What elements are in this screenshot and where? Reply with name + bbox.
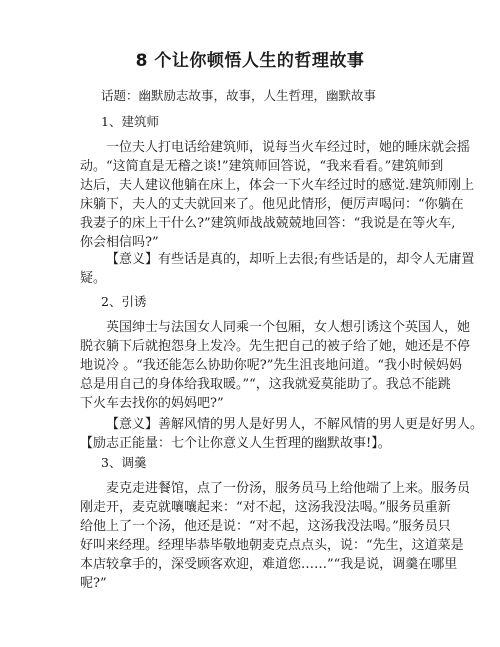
topic-line: 话题：幽默励志故事，故事，人生哲理，幽默故事 bbox=[101, 88, 377, 103]
story-line: 英国绅士与法国女人同乘一个包厢，女人想引诱这个英国人，她 bbox=[106, 320, 471, 335]
document-title: 8 个让你顿悟人生的哲理故事 bbox=[135, 51, 365, 71]
story-paragraph-temptation bbox=[80, 318, 471, 413]
story-line: 动。“这简直是无稽之谈!”建筑师回答说，“我来看看。”建筑师到 bbox=[80, 159, 444, 174]
story-line: 床躺下，夫人的丈夫就回来了。他见此情形，便厉声喝问：“你躺在 bbox=[80, 197, 464, 212]
story-line: 下火车去找你的妈妈吧?” bbox=[80, 396, 224, 411]
section-heading-architect: 1、建筑师 bbox=[101, 114, 159, 129]
section-heading-spoon: 3、调羹 bbox=[101, 455, 147, 470]
meaning-line: 【意义】善解风情的男人是好男人，不解风情的男人更是好男人。 bbox=[106, 417, 484, 432]
story-line: 给他上了一个汤，他还是说：“对不起，这汤我没法喝。”服务员只 bbox=[80, 519, 451, 534]
story-line: 本店较拿手的，深受顾客欢迎，难道您……”“我是说，调羹在哪里 bbox=[80, 557, 458, 572]
story-line: 刚走开，麦克就嚷嚷起来：“对不起，这汤我没法喝。”服务员重新 bbox=[80, 500, 451, 515]
story-line: 我妻子的床上干什么?”建筑师战战兢兢地回答：“我说是在等火车, bbox=[80, 216, 456, 231]
story-paragraph-architect bbox=[80, 138, 475, 252]
meaning-line: 【意义】有些话是真的，却听上去很;有些话是的，却令人无庸置 bbox=[106, 252, 475, 267]
story-line: 总是用自己的身体给我取暖。”“，这我就爱莫能助了。我总不能跳 bbox=[80, 377, 451, 392]
story-line: 地说冷 。“我还能怎么协助你呢?”先生沮丧地问道。“我小时候妈妈 bbox=[80, 358, 463, 373]
story-line: 一位夫人打电话给建筑师，说每当火车经过时，她的睡床就会摇 bbox=[106, 140, 471, 155]
meaning-paragraph-temptation bbox=[80, 415, 484, 453]
story-line: 好叫来经理。经理毕恭毕敬地朝麦克点点头，说：“先生，这道菜是 bbox=[80, 538, 464, 553]
story-line: 达后，夫人建议他躺在床上，体会一下火车经过时的感觉.建筑师刚上 bbox=[80, 178, 475, 193]
story-line: 脱衣躺下后就抱怨身上发冷。先生把自己的被子给了她，她还是不停 bbox=[80, 339, 471, 354]
story-line: 呢?” bbox=[80, 576, 107, 591]
section-heading-temptation: 2、引诱 bbox=[101, 294, 147, 309]
story-line: 你会相信吗?” bbox=[80, 235, 159, 250]
meaning-line: 疑。 bbox=[80, 271, 107, 286]
meaning-line: 【励志正能量：七个让你意义人生哲理的幽默故事!】。 bbox=[80, 436, 391, 451]
story-paragraph-spoon bbox=[80, 479, 471, 593]
meaning-paragraph-architect bbox=[80, 250, 475, 288]
story-line: 麦克走进餐馆，点了一份汤，服务员马上给他端了上来。服务员 bbox=[106, 481, 471, 496]
